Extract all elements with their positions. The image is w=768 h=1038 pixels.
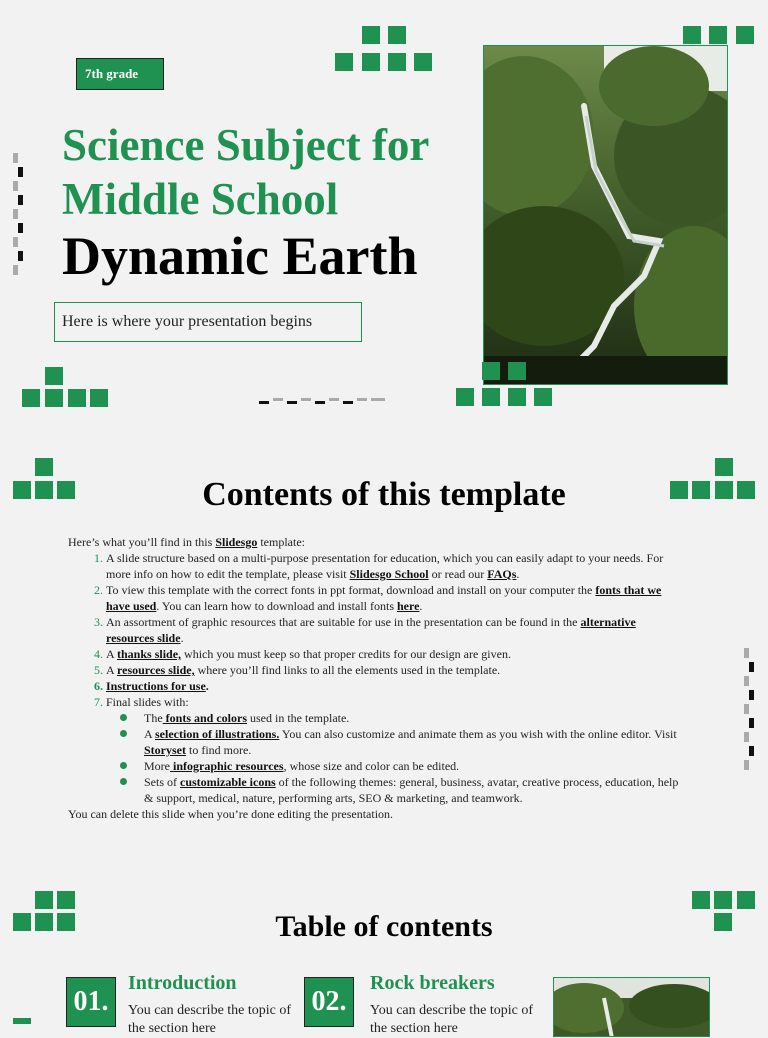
waterfall-thumbnail [554, 978, 710, 1037]
fonts-link[interactable]: fonts that we have used [106, 583, 662, 613]
list-item: 4. A thanks slide, which you must keep so that proper credits for our design are given. [106, 646, 680, 662]
contents-list [68, 550, 680, 806]
contents-intro: Here’s what you’ll find in this Slidesgo template: [68, 535, 305, 549]
list-item: 7. Final slides with: The fonts and colors used in the template. A selection of illustrations. You can also customize and animate them as you wish with the online editor. Visit Storyset to find more. More infographic resources, whose size and color can be edited. Sets of customizable icons of the following themes: general, business, avatar, creative process, education, help & support, medical, nature, performing arts, SEO & marketing, and teamwork. [106, 694, 680, 806]
toc-desc-1: You can describe the topic of the section here [128, 1003, 292, 1036]
waterfall-photo [483, 45, 728, 385]
icons-link[interactable]: customizable icons [180, 775, 276, 789]
sub-list-item: Sets of customizable icons of the following themes: general, business, avatar, creative process, education, help & support, medical, nature, performing arts, SEO & marketing, and teamwork. [144, 775, 679, 805]
slidesgo-school-link[interactable]: Slidesgo School [349, 567, 429, 581]
subtitle-box [54, 302, 362, 342]
title-subject [62, 118, 482, 226]
list-item: 6. Instructions for use. [106, 678, 680, 694]
list-item: 3. An assortment of graphic resources that are suitable for use in the presentation can be found in the alternative resources slide. [106, 614, 680, 646]
resources-slide-link[interactable]: resources slide, [117, 663, 195, 677]
contents-title: Contents of this template [202, 476, 566, 513]
contents-footer: You can delete this slide when you’re done editing the presentation. [68, 807, 394, 821]
toc-heading-1: Introduction [128, 972, 237, 994]
toc-title: Table of contents [275, 910, 493, 943]
title-line-1: Science Subject for [62, 120, 430, 170]
dashed-line-right [744, 648, 754, 774]
storyset-link[interactable]: Storyset [144, 743, 186, 757]
sub-list-item: More infographic resources, whose size and color can be edited. [144, 758, 680, 774]
here-link[interactable]: here [396, 599, 420, 613]
toc-number-2: 02. [304, 977, 354, 1027]
sub-list-item: A selection of illustrations. You can also customize and animate them as you wish with the online editor. Visit Storyset to find more. [144, 726, 680, 758]
fonts-colors-link[interactable]: fonts and colors [162, 711, 247, 725]
thanks-slide-link[interactable]: thanks slide, [117, 647, 182, 661]
dashed-line-horizontal [259, 398, 385, 404]
alt-resources-link[interactable]: alternative resources slide [106, 615, 636, 645]
contents-body [68, 534, 680, 822]
title-main: Dynamic Earth [62, 226, 418, 286]
toc-desc-2: You can describe the topic of the section here [370, 1003, 534, 1036]
illustrations-link[interactable]: selection of illustrations. [155, 727, 280, 741]
waterfall-image [484, 46, 728, 385]
waterfall-photo-small [553, 977, 710, 1037]
toc-number-1: 01. [66, 977, 116, 1027]
infographic-link[interactable]: infographic resources [170, 759, 284, 773]
grade-badge [76, 58, 164, 90]
title-line-2: Middle School [62, 174, 339, 224]
faqs-link[interactable]: FAQs [487, 567, 517, 581]
slidesgo-link[interactable]: Slidesgo [215, 535, 258, 549]
dashed-line-left [13, 153, 23, 279]
list-item: 5. A resources slide, where you’ll find links to all the elements used in the template. [106, 662, 680, 678]
instructions-link[interactable]: Instructions for use [106, 679, 206, 693]
list-item: 2. To view this template with the correct fonts in ppt format, download and install on your computer the fonts that we have used. You can learn how to download and install fonts here. [106, 582, 680, 614]
list-item: 1. A slide structure based on a multi-purpose presentation for education, which you can easily adapt to your needs. For more info on how to edit the template, please visit Slidesgo School or read our FAQs. [106, 550, 680, 582]
toc-heading-2: Rock breakers [370, 972, 495, 994]
subtitle-text: Here is where your presentation begins [62, 313, 313, 330]
sub-list [106, 710, 680, 806]
sub-list-item: The fonts and colors used in the template. [144, 710, 680, 726]
decor-square-bottom [13, 1018, 31, 1024]
grade-label: 7th grade [85, 66, 139, 81]
